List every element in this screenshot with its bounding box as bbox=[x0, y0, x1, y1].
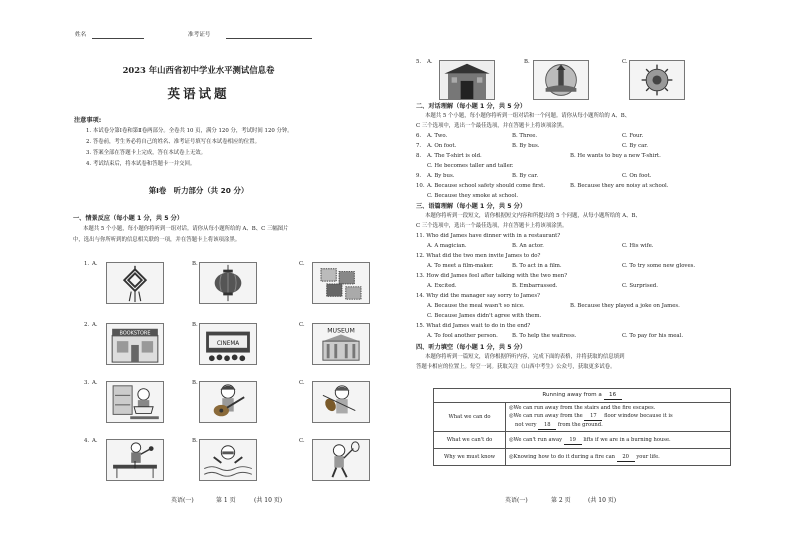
q8-option-c[interactable]: C. He becomes taller and taller. bbox=[427, 163, 514, 169]
q12-option-c[interactable]: C. To try some new gloves. bbox=[622, 263, 696, 269]
can-do-line-2-post: floor window because it is bbox=[604, 413, 673, 419]
cant-do-pre: ◎We can't run away bbox=[509, 436, 563, 443]
footer-total: (共 10 页) bbox=[254, 497, 283, 504]
section3-intro-1: 本题你将听到一段短文，请你根据短文内容和所提出的 5 个问题，从每小题所给的 A、B、 bbox=[425, 213, 641, 219]
q13-option-c[interactable]: C. Surprised. bbox=[622, 283, 658, 289]
section4-heading: 四、听力填空（每小题 1 分，共 5 分） bbox=[416, 344, 527, 351]
badminton-icon[interactable] bbox=[312, 439, 370, 481]
violin-girl-icon[interactable] bbox=[312, 381, 370, 423]
q10-number: 10. bbox=[416, 183, 425, 189]
can-do-line-1: ◎We can run away from the stairs and the fire escapes. bbox=[509, 405, 656, 411]
section1-intro-2: 中，选出与你所听到的信息相关联的一项，并在答题卡上将该项涂黑。 bbox=[73, 237, 241, 243]
q11-option-c[interactable]: C. His wife. bbox=[622, 243, 654, 249]
q7-option-c[interactable]: C. By car. bbox=[622, 143, 649, 149]
q14-option-c[interactable]: C. Because James didn't agree with them. bbox=[427, 313, 542, 319]
section1-intro-1: 本题共 5 个小题，每小题你将听到一组对话。请你从每小题所给的 A、B、C 三幅图片 bbox=[83, 226, 289, 232]
section3-heading: 三、语篇理解（每小题 1 分，共 5 分） bbox=[416, 203, 527, 210]
q1-option-b: B. bbox=[192, 261, 198, 267]
q6-option-a[interactable]: A. Two. bbox=[427, 133, 448, 139]
can-do-line-3 bbox=[509, 421, 727, 430]
bookstore-sign: BOOKSTORE bbox=[119, 330, 151, 337]
exam-page-2 bbox=[397, 0, 794, 543]
row-content-can-do bbox=[506, 403, 731, 432]
q9-option-a[interactable]: A. By bus. bbox=[427, 173, 455, 179]
q15-option-a[interactable]: A. To fool another person. bbox=[427, 333, 498, 339]
q5-option-b: B. bbox=[524, 59, 530, 65]
q6-number: 6. bbox=[416, 133, 422, 139]
notes-item-2: 2. 答卷前，考生务必将自己的姓名、准考证号填写在本试卷相应的位置。 bbox=[86, 139, 260, 145]
exam-number-label: 准考证号 bbox=[188, 32, 211, 38]
footer-page: 第 2 页 bbox=[551, 497, 571, 504]
swimming-icon[interactable] bbox=[199, 439, 257, 481]
notes-item-1: 1. 本试卷分第Ⅰ卷和第Ⅱ卷两部分。全卷共 10 页，满分 120 分，考试时间 120 分钟。 bbox=[86, 128, 293, 134]
bookstore-icon[interactable] bbox=[106, 323, 164, 365]
must-know-pre: ◎Knowing how to do it during a fire can bbox=[509, 453, 616, 460]
q7-number: 7. bbox=[416, 143, 422, 149]
row-content-must-know bbox=[506, 449, 731, 466]
listening-fill-table bbox=[433, 388, 731, 466]
q10-option-a[interactable]: A. Because school safety should come first. bbox=[427, 183, 546, 189]
q10-option-c[interactable]: C. Because they smoke at school. bbox=[427, 193, 519, 199]
knot-icon[interactable] bbox=[106, 262, 164, 304]
q7-option-b[interactable]: B. By bus. bbox=[512, 143, 540, 149]
museum-sign: MUSEUM bbox=[327, 327, 355, 335]
q12-question: 12. What did the two men invite James to do? bbox=[416, 253, 541, 259]
notes-item-3: 3. 答案全部在答题卡上完成，答在本试卷上无效。 bbox=[86, 150, 207, 156]
name-blank[interactable] bbox=[92, 38, 144, 39]
q12-option-b[interactable]: B. To act in a film. bbox=[512, 263, 562, 269]
q5-option-a: A. bbox=[427, 59, 433, 65]
row-label-can-do: What we can do bbox=[434, 403, 506, 432]
exam-number-blank[interactable] bbox=[226, 38, 312, 39]
q8-option-b[interactable]: B. He wants to buy a new T-shirt. bbox=[570, 153, 661, 159]
q13-option-b[interactable]: B. Embarrassed. bbox=[512, 283, 558, 289]
q14-option-a[interactable]: A. Because the meal wasn't so nice. bbox=[427, 303, 525, 309]
lantern-icon[interactable] bbox=[199, 262, 257, 304]
q1-option-a: A. bbox=[92, 261, 98, 267]
q1-option-c: C. bbox=[299, 261, 305, 267]
section4-intro-2: 答题卡相应的位置上。每空一词。获取关注《山西中考生》公众号，获取更多试卷。 bbox=[416, 364, 616, 370]
row-content-cant-do bbox=[506, 432, 731, 449]
q9-number: 9. bbox=[416, 173, 422, 179]
guitar-girl-icon[interactable] bbox=[199, 381, 257, 423]
cinema-sign: CINEMA bbox=[216, 340, 240, 347]
q1-number: 1. bbox=[84, 261, 90, 267]
festival-icon[interactable] bbox=[629, 60, 685, 100]
reading-boy-icon[interactable] bbox=[106, 381, 164, 423]
exam-title: 2023 年山西省初中学业水平测试信息卷 bbox=[122, 65, 275, 75]
table-title bbox=[434, 389, 731, 403]
ancient-gate-icon[interactable] bbox=[439, 60, 495, 100]
can-do-line-3-post: from the ground. bbox=[557, 422, 603, 428]
blank-18[interactable]: 18 bbox=[538, 421, 556, 430]
q13-option-a[interactable]: A. Excited. bbox=[427, 283, 457, 289]
can-do-line-3-pre: not very bbox=[515, 422, 537, 428]
footer-subject: 英语(一) bbox=[505, 497, 528, 504]
can-do-line-2-pre: ◎We can run away from the bbox=[509, 413, 583, 419]
notes-heading: 注意事项: bbox=[74, 117, 102, 124]
cant-do-post: lifts if we are in a burning house. bbox=[583, 436, 671, 443]
section3-intro-2: C 三个选项中，选出一个最佳选项，并在答题卡上将该项涂黑。 bbox=[416, 223, 568, 229]
q4-number: 4. bbox=[84, 438, 90, 444]
q4-option-a: A. bbox=[92, 438, 98, 444]
q2-number: 2. bbox=[84, 322, 90, 328]
section4-intro-1: 本题你将听到一篇短文，请你根据所听内容，完成下面的表格，并将获取的信息填到 bbox=[425, 354, 625, 360]
cinema-icon[interactable] bbox=[199, 323, 257, 365]
q5-option-c: C. bbox=[622, 59, 628, 65]
q12-option-a[interactable]: A. To meet a film-maker. bbox=[427, 263, 494, 269]
q2-option-b: B. bbox=[192, 322, 198, 328]
row-label-cant-do: What we can't do bbox=[434, 432, 506, 449]
q2-option-c: C. bbox=[299, 322, 305, 328]
q15-question: 15. What did James wait to do in the end? bbox=[416, 323, 531, 329]
notes-item-4: 4. 考试结束后，将本试卷和答题卡一并交回。 bbox=[86, 161, 196, 167]
blank-17[interactable]: 17 bbox=[584, 412, 602, 421]
q13-question: 13. How did James feel after talking with the two men? bbox=[416, 273, 568, 279]
table-title-text: Running away from a bbox=[542, 392, 602, 398]
q4-option-c: C. bbox=[299, 438, 305, 444]
q11-option-a[interactable]: A. A magician. bbox=[427, 243, 467, 249]
q8-number: 8. bbox=[416, 153, 422, 159]
section2-intro-1: 本题共 5 个小题，每小题你将听到一组对话和一个问题。请你从每小题所给的 A、B、 bbox=[425, 113, 631, 119]
q11-question: 11. Who did James have dinner with in a restaurant? bbox=[416, 233, 561, 239]
q5-number: 5. bbox=[416, 59, 422, 65]
part1-heading: 第Ⅰ卷 听力部分（共 20 分） bbox=[148, 186, 249, 195]
q7-option-a[interactable]: A. On foot. bbox=[427, 143, 457, 149]
exam-subtitle: 英语试题 bbox=[167, 86, 230, 101]
tower-view-icon[interactable] bbox=[533, 60, 589, 100]
section2-heading: 二、对话理解（每小题 1 分，共 5 分） bbox=[416, 103, 527, 110]
q15-option-b[interactable]: B. To help the waitress. bbox=[512, 333, 577, 339]
section2-intro-2: C 三个选项中，选出一个最佳选项，并在答题卡上将该项涂黑。 bbox=[416, 123, 568, 129]
name-label: 姓名 bbox=[75, 32, 87, 38]
q9-option-b[interactable]: B. By car. bbox=[512, 173, 539, 179]
pingpong-icon[interactable] bbox=[106, 439, 164, 481]
blank-19[interactable]: 19 bbox=[564, 436, 582, 445]
blank-20[interactable]: 20 bbox=[617, 453, 635, 462]
q6-option-c[interactable]: C. Four. bbox=[622, 133, 644, 139]
must-know-post: your life. bbox=[636, 453, 660, 460]
row-label-must-know: Why we must know bbox=[434, 449, 506, 466]
footer-subject: 英语(一) bbox=[171, 497, 194, 504]
can-do-line-2 bbox=[509, 412, 727, 421]
q8-option-a[interactable]: A. The T-shirt is old. bbox=[427, 153, 482, 159]
q14-option-b[interactable]: B. Because they played a joke on James. bbox=[570, 303, 680, 309]
q2-option-a: A. bbox=[92, 322, 98, 328]
q4-option-b: B. bbox=[192, 438, 198, 444]
q3-option-b: B. bbox=[192, 380, 198, 386]
q9-option-c[interactable]: C. On foot. bbox=[622, 173, 652, 179]
footer-page: 第 1 页 bbox=[216, 497, 236, 504]
footer-total: (共 10 页) bbox=[588, 497, 617, 504]
q14-question: 14. Why did the manager say sorry to James? bbox=[416, 293, 541, 299]
q3-number: 3. bbox=[84, 380, 90, 386]
stamps-icon[interactable] bbox=[312, 262, 370, 304]
q11-option-b[interactable]: B. An actor. bbox=[512, 243, 544, 249]
q10-option-b[interactable]: B. Because they are noisy at school. bbox=[570, 183, 669, 189]
section1-heading: 一、情景反应（每小题 1 分，共 5 分） bbox=[73, 215, 184, 222]
museum-icon[interactable] bbox=[312, 323, 370, 365]
q6-option-b[interactable]: B. Three. bbox=[512, 133, 538, 139]
blank-16[interactable]: 16 bbox=[604, 391, 622, 400]
q3-option-a: A. bbox=[92, 380, 98, 386]
q15-option-c[interactable]: C. To pay for his meal. bbox=[622, 333, 684, 339]
q3-option-c: C. bbox=[299, 380, 305, 386]
